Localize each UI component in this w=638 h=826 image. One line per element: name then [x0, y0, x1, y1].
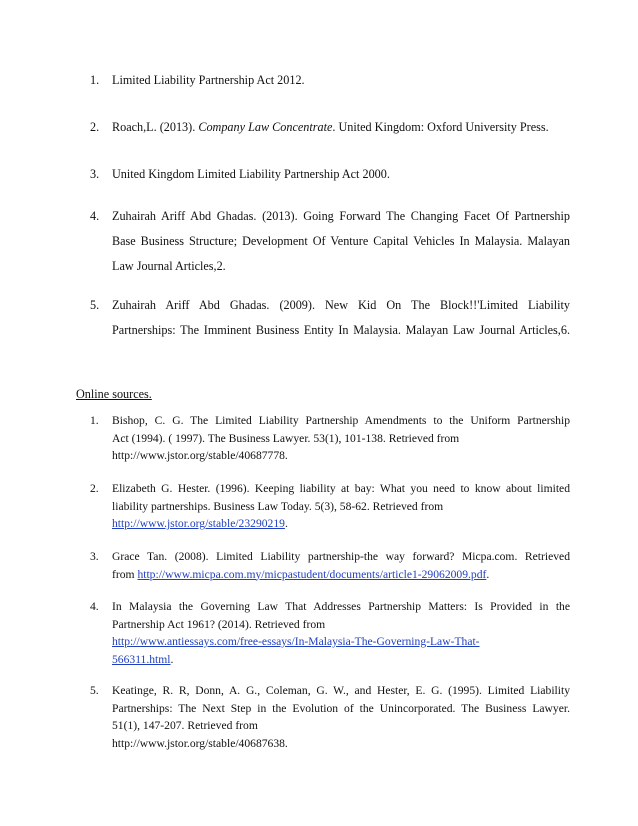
online-reference-item [92, 682, 570, 752]
reference-text: In Malaysia the Governing Law That Addresses Partnership Matters: Is Provided in the [112, 600, 570, 613]
reference-number: 4. [90, 600, 99, 613]
reference-text [112, 115, 570, 140]
reference-item [92, 204, 570, 279]
reference-number: 4. [90, 209, 100, 223]
reference-number: 3. [90, 167, 100, 181]
link-tail: . [486, 567, 490, 581]
reference-text: Law Journal Articles,2. [112, 259, 226, 273]
reference-text: http://www.jstor.org/stable/40687778. [112, 449, 288, 462]
reference-link[interactable]: 566311.html [112, 652, 171, 666]
reference-number: 5. [90, 298, 100, 312]
book-title: Company Law Concentrate [198, 120, 333, 134]
reference-item [92, 115, 570, 140]
reference-number: 1. [90, 414, 99, 427]
reference-text: liability partnerships. Business Law Today. 5(3), 58-62. Retrieved from [112, 499, 444, 513]
reference-text: Zuhairah Ariff Abd Ghadas. (2013). Going Forward The Changing Facet Of Partnership [112, 209, 570, 223]
reference-item [92, 162, 570, 187]
reference-text [112, 651, 570, 669]
link-tail: . [284, 517, 288, 530]
reference-item [92, 68, 570, 93]
reference-text: Bishop, C. G. The Limited Liability Partnership Amendments to the Uniform Partnership [112, 414, 570, 427]
reference-number: 5. [90, 684, 99, 697]
reference-text: Keatinge, R. R, Donn, A. G., Coleman, G. W., and Hester, E. G. (1995). Limited Liability [112, 684, 570, 697]
reference-text-part: from [112, 567, 138, 581]
reference-text: 51(1), 147-207. Retrieved from [112, 719, 258, 732]
reference-text: Partnership Act 1961? (2014). Retrieved from [112, 617, 326, 631]
reference-text: Elizabeth G. Hester. (1996). Keeping liability at bay: What you need to know about limited [112, 482, 570, 495]
reference-text: Grace Tan. (2008). Limited Liability partnership-the way forward? Micpa.com. Retrieved [112, 550, 570, 563]
online-reference-item [92, 548, 570, 583]
reference-text: Limited Liability Partnership Act 2012. [112, 73, 305, 87]
reference-item [92, 293, 570, 343]
reference-text: Base Business Structure; Development Of Venture Capital Vehicles In Malaysia. Malayan [112, 234, 570, 248]
reference-number: 2. [90, 482, 99, 495]
reference-link[interactable]: http://www.micpa.com.my/micpastudent/documents/article1-29062009.pdf [137, 567, 487, 581]
reference-text: http://www.jstor.org/stable/40687638. [112, 736, 288, 750]
reference-text-part: Roach,L. (2013). [112, 120, 199, 134]
reference-text: Zuhairah Ariff Abd Ghadas. (2009). New Kid On The Block!!'Limited Liability [112, 298, 570, 312]
link-tail: . [170, 652, 174, 666]
reference-number: 2. [90, 120, 100, 134]
reference-text [112, 515, 570, 533]
reference-number: 1. [90, 73, 100, 87]
reference-text: Partnerships: The Imminent Business Entity In Malaysia. Malayan Law Journal Articles,6. [112, 323, 570, 337]
online-sources-heading: Online sources. [76, 387, 152, 401]
reference-number: 3. [90, 550, 99, 563]
reference-link[interactable]: http://www.jstor.org/stable/23290219 [112, 517, 285, 530]
online-reference-item [92, 598, 570, 668]
reference-text [112, 633, 570, 651]
reference-text: Partnerships: The Next Step in the Evolution of the Unincorporated. The Business Lawyer. [112, 701, 570, 715]
online-reference-item [92, 412, 570, 465]
online-reference-item [92, 480, 570, 533]
reference-text: United Kingdom Limited Liability Partnership Act 2000. [112, 167, 390, 181]
reference-link[interactable]: http://www.antiessays.com/free-essays/In-Malaysia-The-Governing-Law-That- [112, 635, 480, 648]
reference-text-part: . United Kingdom: Oxford University Press. [332, 120, 549, 134]
reference-text: Act (1994). ( 1997). The Business Lawyer. 53(1), 101-138. Retrieved from [112, 431, 460, 445]
reference-text [112, 566, 570, 584]
